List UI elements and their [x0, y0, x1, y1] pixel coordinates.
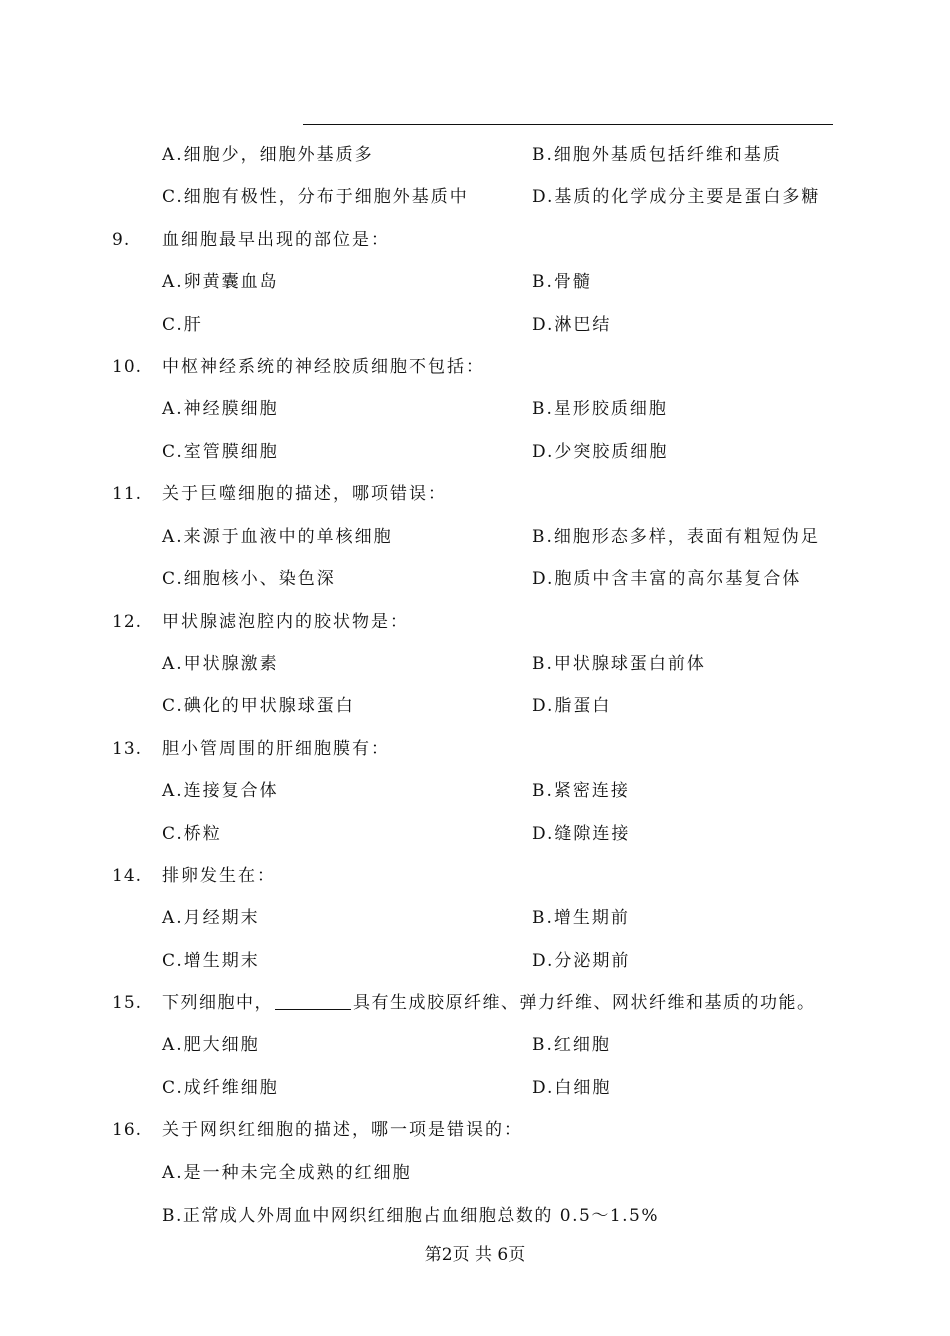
q12-option-c: C.碘化的甲状腺球蛋白: [162, 696, 355, 716]
q14-text: 排卵发生在：: [162, 866, 276, 886]
q16-number: 16.: [112, 1120, 143, 1140]
q8-option-b: B.细胞外基质包括纤维和基质: [532, 145, 782, 165]
q9-option-d: D.淋巴结: [532, 315, 612, 335]
q15-option-d: D.白细胞: [532, 1078, 612, 1098]
q16-text: 关于网织红细胞的描述，哪一项是错误的：: [162, 1120, 523, 1140]
q15-text-before: 下列细胞中，: [162, 993, 273, 1013]
q13-option-b: B.紧密连接: [532, 781, 630, 801]
q10-option-b: B.星形胶质细胞: [532, 399, 668, 419]
q12-text: 甲状腺滤泡腔内的胶状物是：: [162, 612, 409, 632]
q13-option-d: D.缝隙连接: [532, 824, 631, 844]
q15-text: [162, 991, 816, 1015]
q8-option-c: C.细胞有极性，分布于细胞外基质中: [162, 187, 469, 207]
q14-option-a: A.月经期末: [162, 908, 260, 928]
q13-number: 13.: [112, 739, 143, 759]
q14-number: 14.: [112, 866, 143, 886]
q11-option-d: D.胞质中含丰富的高尔基复合体: [532, 569, 802, 589]
q12-option-b: B.甲状腺球蛋白前体: [532, 654, 706, 674]
q15-text-after: 具有生成胶原纤维、弹力纤维、网状纤维和基质的功能。: [353, 993, 816, 1013]
q15-option-c: C.成纤维细胞: [162, 1078, 279, 1098]
q15-option-b: B.红细胞: [532, 1035, 611, 1055]
q16-option-a: A.是一种未完全成熟的红细胞: [162, 1163, 412, 1183]
q14-option-b: B.增生期前: [532, 908, 630, 928]
q9-number: 9.: [112, 230, 131, 250]
q9-text: 血细胞最早出现的部位是：: [162, 230, 390, 250]
q10-option-d: D.少突胶质细胞: [532, 442, 669, 462]
page-footer: 第2页 共 6页: [424, 1245, 526, 1265]
q9-option-c: C.肝: [162, 315, 203, 335]
q11-option-a: A.来源于血液中的单核细胞: [162, 527, 393, 547]
q12-number: 12.: [112, 612, 143, 632]
header-rule: [303, 124, 833, 125]
q13-option-a: A.连接复合体: [162, 781, 279, 801]
q8-option-a: A.细胞少，细胞外基质多: [162, 145, 374, 165]
q11-option-b: B.细胞形态多样，表面有粗短伪足: [532, 527, 820, 547]
q9-option-b: B.骨髓: [532, 272, 592, 292]
q12-option-d: D.脂蛋白: [532, 696, 612, 716]
q8-option-d: D.基质的化学成分主要是蛋白多糖: [532, 187, 821, 207]
q10-option-a: A.神经膜细胞: [162, 399, 279, 419]
q15-option-a: A.肥大细胞: [162, 1035, 260, 1055]
q15-number: 15.: [112, 993, 143, 1013]
q13-text: 胆小管周围的肝细胞膜有：: [162, 739, 390, 759]
q10-number: 10.: [112, 357, 143, 377]
q14-option-c: C.增生期末: [162, 951, 260, 971]
q10-text: 中枢神经系统的神经胶质细胞不包括：: [162, 357, 485, 377]
q11-text: 关于巨噬细胞的描述，哪项错误：: [162, 484, 447, 504]
q14-option-d: D.分泌期前: [532, 951, 631, 971]
q12-option-a: A.甲状腺激素: [162, 654, 279, 674]
q10-option-c: C.室管膜细胞: [162, 442, 279, 462]
q9-option-a: A.卵黄囊血岛: [162, 272, 279, 292]
q15-answer-blank: [275, 991, 351, 1010]
q11-number: 11.: [112, 484, 143, 504]
q16-option-b: B.正常成人外周血中网织红细胞占血细胞总数的 0.5～1.5%: [162, 1206, 660, 1226]
q13-option-c: C.桥粒: [162, 824, 222, 844]
q11-option-c: C.细胞核小、染色深: [162, 569, 336, 589]
